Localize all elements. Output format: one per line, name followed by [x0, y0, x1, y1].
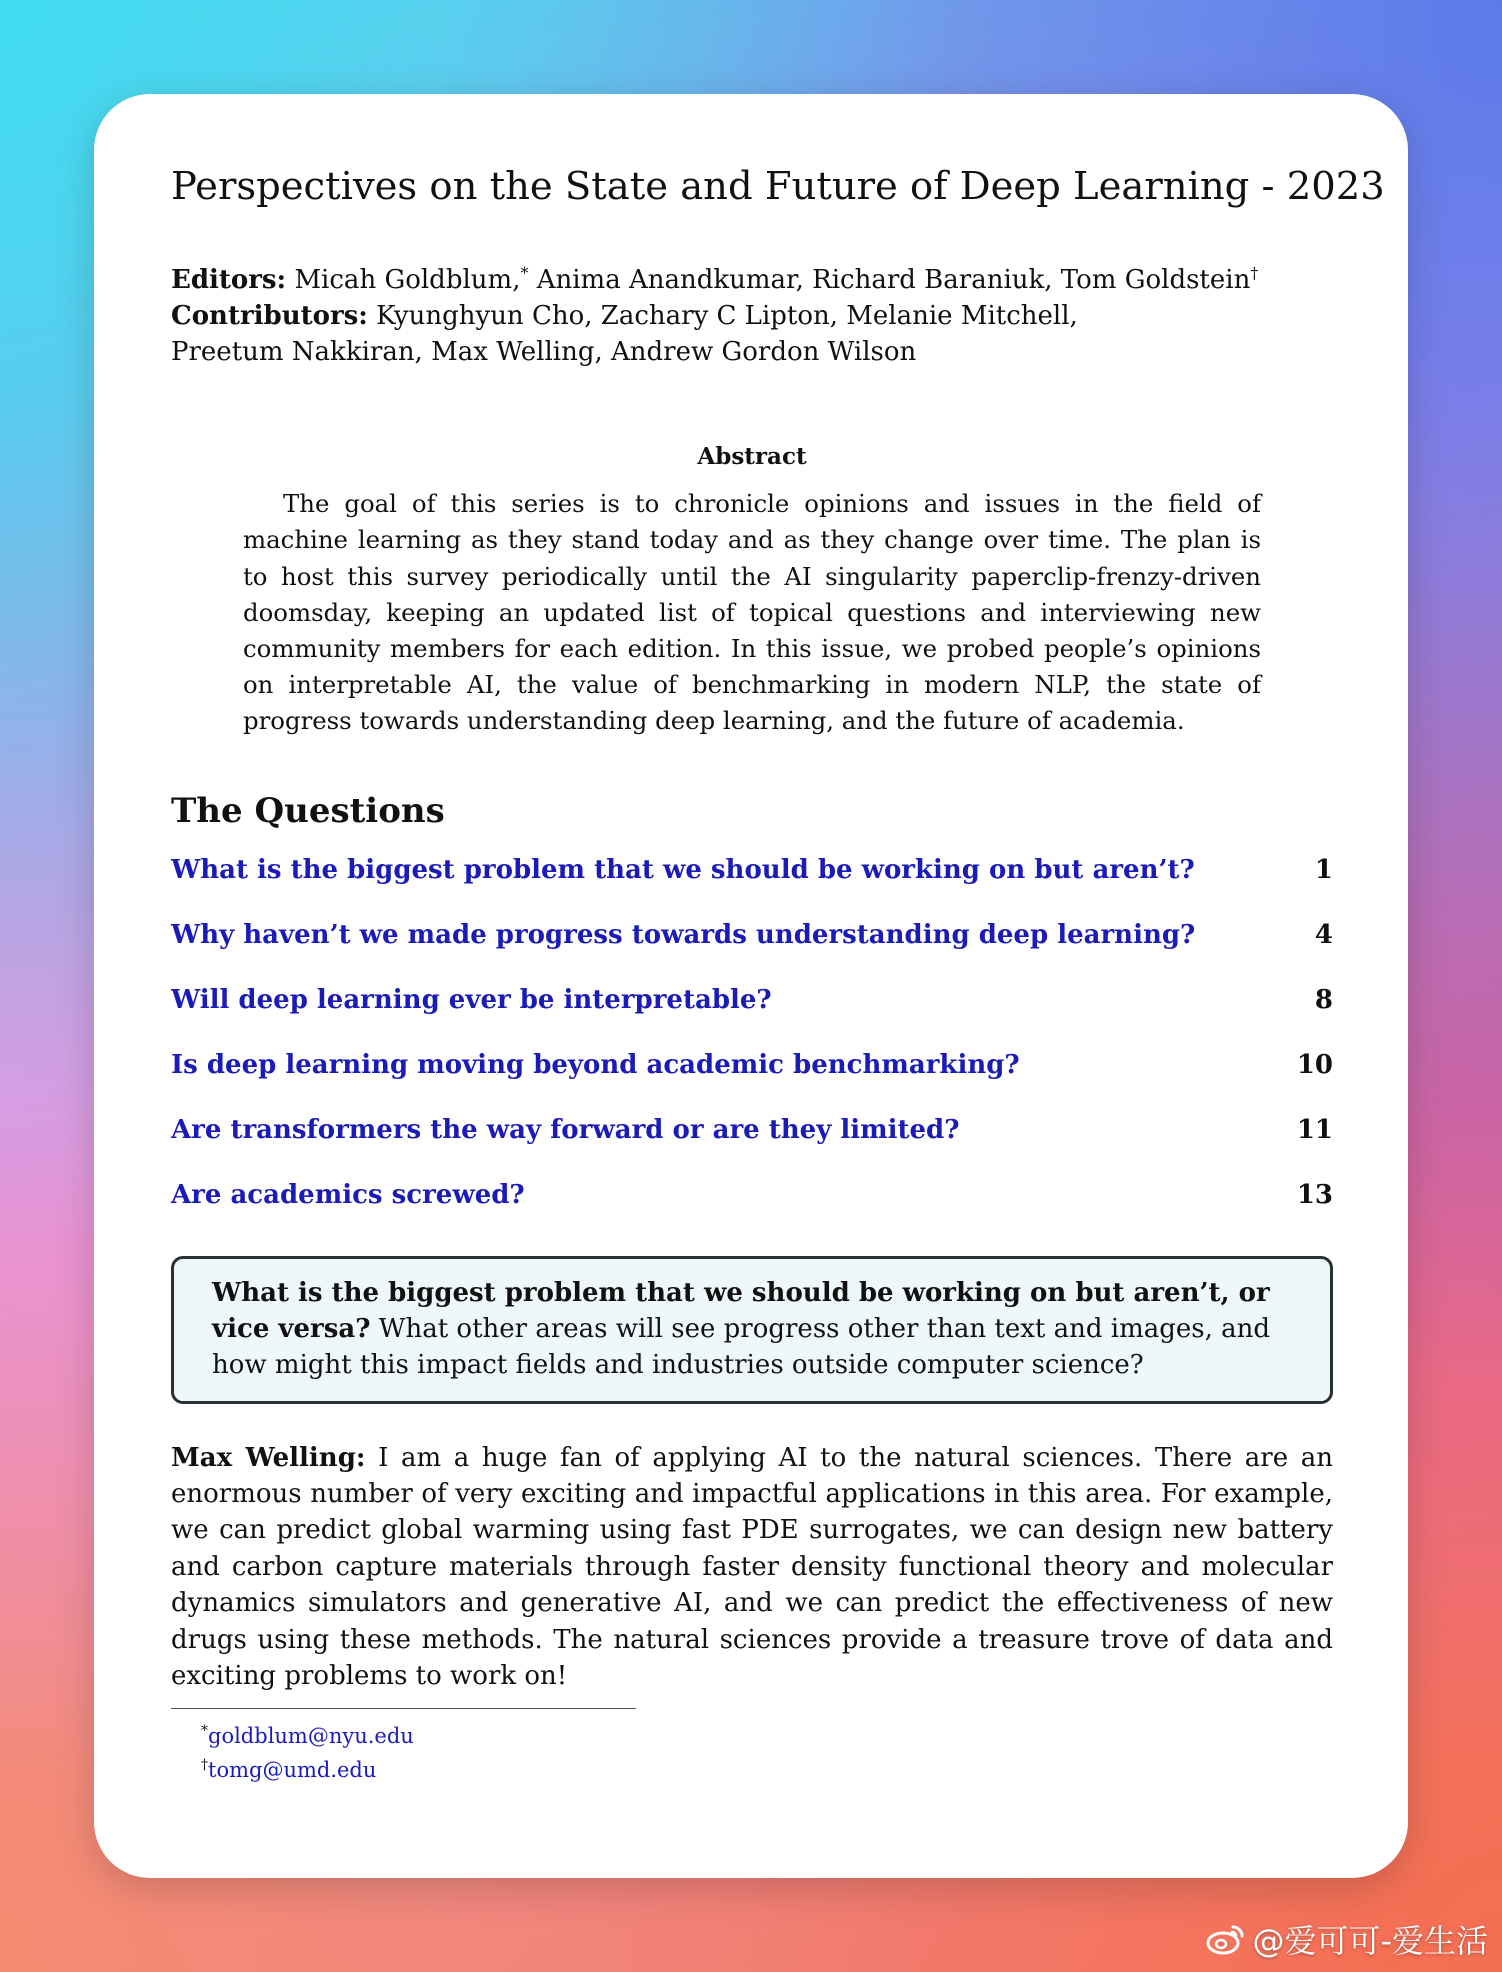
contributors-label: Contributors: [171, 301, 368, 332]
editors-names-1: Micah Goldblum, [294, 265, 521, 296]
paper-title: Perspectives on the State and Future of Deep Learning - 2023 [171, 164, 1385, 209]
toc-question-link[interactable]: Why haven’t we made progress towards understanding deep learning? [171, 919, 1196, 950]
toc-page-number: 10 [1296, 1049, 1333, 1080]
toc-page-number: 11 [1296, 1114, 1333, 1145]
toc-row[interactable] [171, 982, 1333, 1047]
toc-question-link[interactable]: Are academics screwed? [171, 1179, 525, 1210]
toc-page-number: 13 [1296, 1179, 1333, 1210]
toc-row[interactable] [171, 1047, 1333, 1112]
contributors-line-2: Preetum Nakkiran, Max Welling, Andrew Gordon Wilson [171, 337, 917, 368]
email-link[interactable]: tomg@umd.edu [208, 1758, 377, 1783]
toc-row[interactable] [171, 1112, 1333, 1177]
toc-question-link[interactable]: What is the biggest problem that we should be working on but aren’t? [171, 854, 1195, 885]
toc-page-number: 8 [1314, 984, 1333, 1015]
footnote-item [201, 1751, 1333, 1785]
editors-names-2: Anima Anandkumar, Richard Baraniuk, Tom Goldstein [528, 265, 1251, 296]
footnote-symbol: * [201, 1723, 208, 1740]
contributors-line-1: Kyunghyun Cho, Zachary C Lipton, Melanie Mitchell, [367, 301, 1078, 332]
abstract-text: The goal of this series is to chronicle opinions and issues in the field of machine learning as they stand today and as they change over time. The plan is to host this survey periodically until the AI singularity paperclip-frenzy-driven doomsday, keeping an updated list of topical questions and interviewing new community members for each edition. In this issue, we probed people’s opinions on interpretable AI, the value of benchmarking in modern NLP, the state of progress towards understanding deep learning, and the future of academia. [243, 489, 1261, 736]
paper-page [94, 94, 1408, 1878]
toc-row[interactable] [171, 1177, 1333, 1242]
contributors-line [171, 298, 1333, 334]
toc-row[interactable] [171, 852, 1333, 917]
questions-heading: The Questions [171, 790, 445, 831]
footnote-mark-2[interactable]: † [1250, 263, 1259, 283]
answer-speaker: Max Welling: [171, 1442, 366, 1473]
footnotes [201, 1717, 1333, 1785]
abstract-heading: Abstract [697, 443, 807, 471]
footnote-symbol: † [201, 1757, 208, 1774]
toc-question-link[interactable]: Is deep learning moving beyond academic benchmarking? [171, 1049, 1020, 1080]
footnote-item [201, 1717, 1333, 1751]
paper-content [171, 164, 1385, 1785]
toc-question-link[interactable]: Are transformers the way forward or are they limited? [171, 1114, 960, 1145]
watermark-text: @爱可可-爱生活 [1252, 1922, 1488, 1960]
toc-question-link[interactable]: Will deep learning ever be interpretable? [171, 984, 772, 1015]
email-link[interactable]: goldblum@nyu.edu [208, 1724, 414, 1749]
toc-row[interactable] [171, 917, 1333, 982]
weibo-icon [1206, 1922, 1246, 1956]
watermark [1206, 1916, 1488, 1962]
question-box-rest: What other areas will see progress other than text and images, and how might this impact fields and industries outside computer science? [212, 1313, 1271, 1380]
answer-paragraph [171, 1440, 1333, 1695]
answer-text: I am a huge fan of applying AI to the natural sciences. There are an enormous number of very exciting and impactful applications in this area. For example, we can predict global warming using fast PDE surrogates, we can design new battery and carbon capture materials through faster density functional theory and molecular dynamics simulators and generative AI, and we can predict the effectiveness of new drugs using these methods. The natural sciences provide a treasure trove of data and exciting problems to work on! [171, 1442, 1333, 1692]
question-box-bold: What is the biggest problem that we should be working on but aren’t, or vice versa? [212, 1277, 1270, 1344]
editors-label: Editors: [171, 265, 287, 296]
questions-toc [171, 852, 1333, 1242]
toc-page-number: 1 [1314, 854, 1333, 885]
authors-block [171, 262, 1333, 370]
footnote-divider [171, 1708, 636, 1709]
editors-line [171, 262, 1333, 298]
footnote-mark-1[interactable]: * [520, 263, 529, 283]
toc-page-number: 4 [1314, 919, 1333, 950]
question-box [171, 1256, 1333, 1404]
